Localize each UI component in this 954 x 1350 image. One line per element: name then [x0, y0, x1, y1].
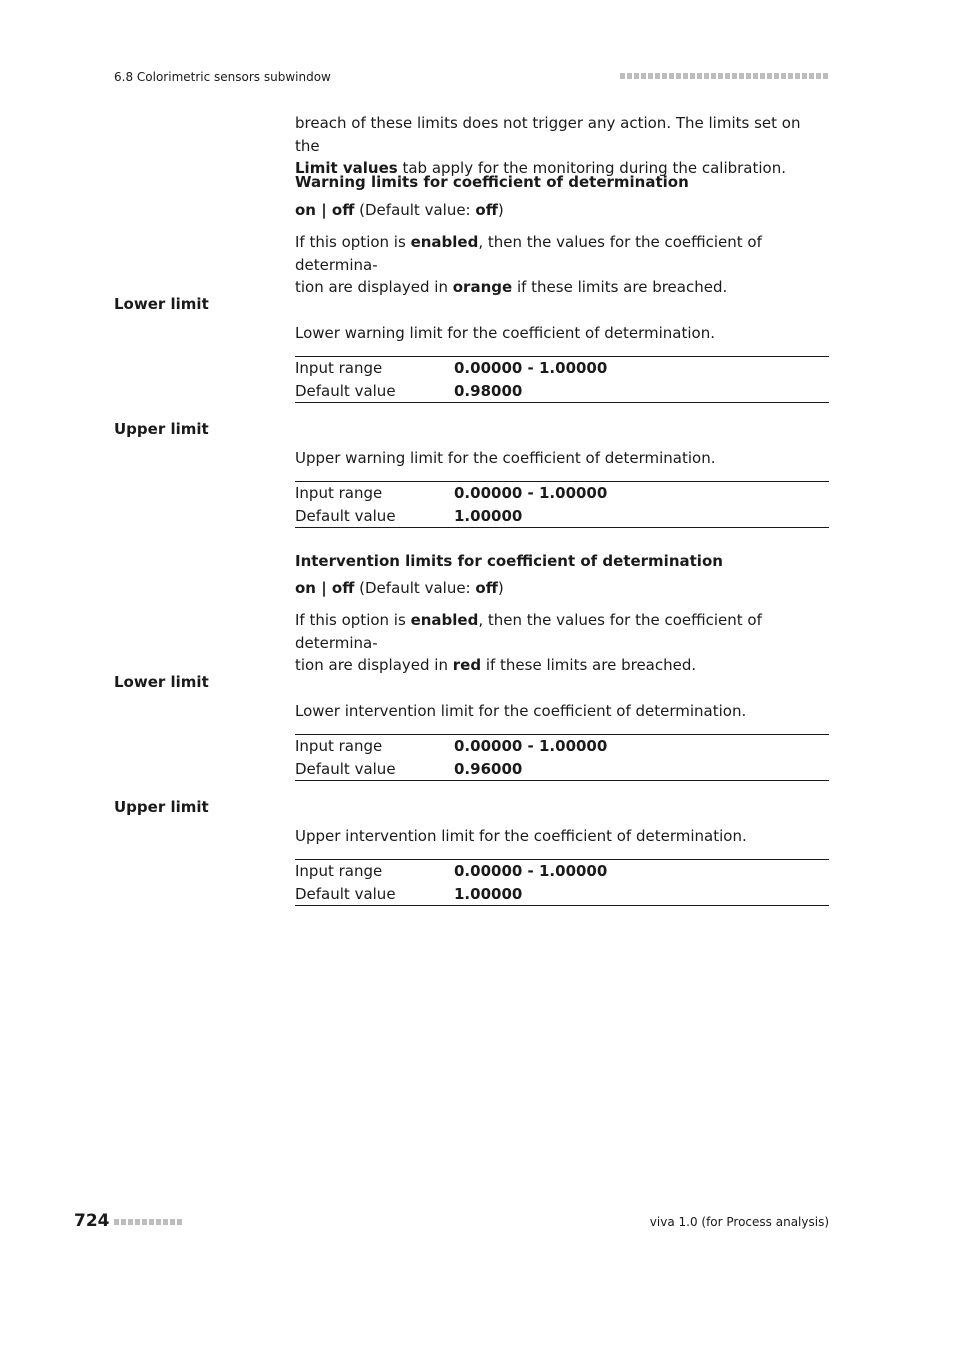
warning-lower-limit-description: Lower warning limit for the coefficient of determination. [295, 324, 715, 342]
header-decoration [620, 73, 828, 79]
table-row: Input range 0.00000 - 1.00000 [295, 737, 608, 755]
warning-upper-limit-description: Upper warning limit for the coefficient of determination. [295, 449, 716, 467]
warning-upper-limit-table [295, 481, 829, 528]
limit-values-term: Limit values [295, 159, 398, 177]
intro-paragraph: breach of these limits does not trigger any action. The limits set on the Limit values tab apply for the monitoring during the calibration. [295, 114, 801, 177]
table-row: Default value 0.96000 [295, 759, 523, 778]
table-row: Input range 0.00000 - 1.00000 [295, 359, 608, 377]
page-number: 724 [74, 1211, 110, 1231]
intervention-upper-limit-label: Upper limit [114, 798, 209, 816]
table-row: Input range 0.00000 - 1.00000 [295, 484, 608, 502]
intervention-limits-description: If this option is enabled, then the values for the coefficient of determina- tion are displayed in red if these limits are breached. [295, 611, 762, 674]
intervention-limits-heading: Intervention limits for coefficient of determination [295, 552, 723, 570]
running-footer-product: viva 1.0 (for Process analysis) [649, 1215, 829, 1229]
warning-lower-limit-label: Lower limit [114, 295, 209, 313]
table-row: Default value 1.00000 [295, 884, 523, 903]
intervention-upper-limit-description: Upper intervention limit for the coefficient of determination. [295, 827, 747, 845]
intervention-limits-options: on | off (Default value: off) [295, 579, 504, 597]
intervention-lower-limit-table [295, 734, 829, 781]
intervention-lower-limit-label: Lower limit [114, 673, 209, 691]
warning-lower-limit-table [295, 356, 829, 403]
intervention-upper-limit-table [295, 859, 829, 906]
table-row: Default value 0.98000 [295, 381, 523, 400]
table-row: Default value 1.00000 [295, 506, 523, 525]
running-header-section: 6.8 Colorimetric sensors subwindow [114, 70, 331, 84]
warning-limits-heading: Warning limits for coefficient of determination [295, 173, 689, 191]
intervention-lower-limit-description: Lower intervention limit for the coefficient of determination. [295, 702, 747, 720]
table-row: Input range 0.00000 - 1.00000 [295, 862, 608, 880]
footer-decoration [114, 1219, 182, 1225]
warning-upper-limit-label: Upper limit [114, 420, 209, 438]
warning-limits-options: on | off (Default value: off) [295, 201, 504, 219]
warning-limits-description: If this option is enabled, then the values for the coefficient of determina- tion are displayed in orange if these limits are breached. [295, 233, 762, 296]
